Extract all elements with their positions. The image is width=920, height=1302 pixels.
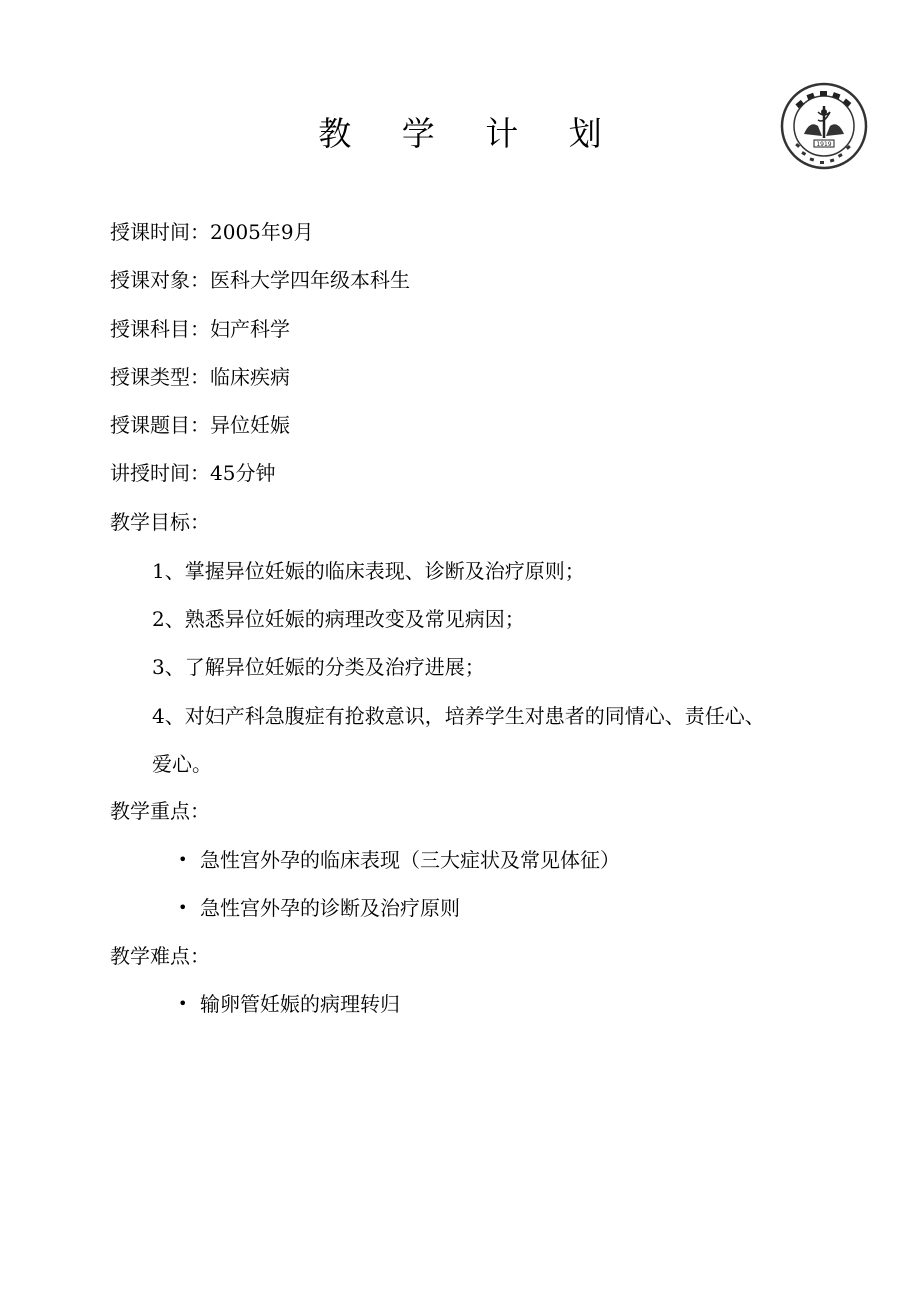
info-label: 授课时间： (110, 220, 210, 244)
page-title: 教 学 计 划 (318, 114, 622, 153)
info-line-time (110, 218, 314, 246)
info-value: 妇产科学 (210, 317, 290, 341)
objective-item: 3、了解异位妊娠的分类及治疗进展； (152, 655, 485, 679)
key-point-text: 急性宫外孕的诊断及治疗原则 (200, 896, 460, 920)
objective-item: 2、熟悉异位妊娠的病理改变及常见病因； (152, 607, 525, 631)
objective-item: 4、对妇产科急腹症有抢救意识，培养学生对患者的同情心、责任心、 (152, 704, 765, 728)
key-point-text: 急性宫外孕的临床表现（三大症状及常见体征） (200, 848, 620, 872)
info-label: 授课科目： (110, 317, 210, 341)
info-value: 2005年9月 (210, 220, 314, 244)
bullet-icon: • (178, 994, 188, 1013)
objective-item: 1、掌握异位妊娠的临床表现、诊断及治疗原则； (152, 559, 585, 583)
key-points-heading: 教学重点： (110, 799, 210, 823)
university-seal-icon (780, 82, 868, 170)
info-value: 医科大学四年级本科生 (210, 268, 410, 292)
info-value: 45分钟 (210, 461, 276, 485)
info-label: 讲授时间： (110, 461, 210, 485)
info-label: 授课题目： (110, 413, 210, 437)
svg-text:1919: 1919 (816, 141, 832, 148)
info-line-audience (110, 266, 410, 294)
info-line-duration (110, 459, 275, 487)
difficulties-heading: 教学难点： (110, 944, 210, 968)
bullet-icon: • (178, 850, 188, 869)
info-line-topic (110, 411, 290, 439)
info-label: 授课对象： (110, 268, 210, 292)
info-line-subject (110, 315, 290, 343)
info-value: 临床疾病 (210, 365, 290, 389)
key-point-item (178, 846, 620, 874)
info-value: 异位妊娠 (210, 413, 290, 437)
info-line-type (110, 363, 290, 391)
objective-item-continued: 爱心。 (152, 752, 212, 776)
info-label: 授课类型： (110, 365, 210, 389)
bullet-icon: • (178, 898, 188, 917)
difficulty-text: 输卵管妊娠的病理转归 (200, 992, 400, 1016)
difficulty-item (178, 990, 400, 1018)
key-point-item (178, 894, 460, 922)
objectives-heading: 教学目标： (110, 510, 210, 534)
